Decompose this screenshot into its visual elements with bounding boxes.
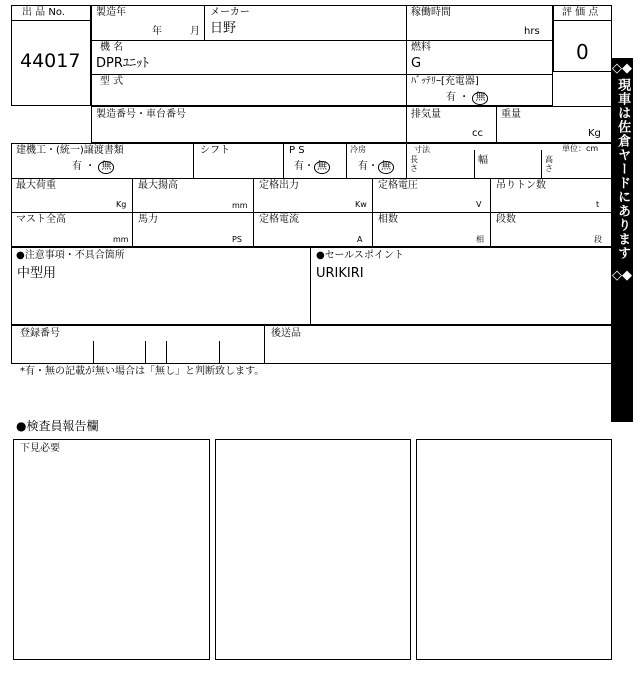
inspection-col-3 <box>416 439 612 660</box>
transfer-yes: 有 ・ <box>72 161 96 172</box>
caution: 中型用 <box>17 266 57 281</box>
max-lift-label: 最大揚高 <box>138 180 178 191</box>
ac-yes: 有・ <box>358 161 378 172</box>
inspection-col-1-text: 下見必要 <box>20 443 60 454</box>
battery-no-circled: 無 <box>472 92 488 105</box>
phase-unit: 相 <box>476 235 484 244</box>
year-unit-m: 月 <box>190 26 200 37</box>
lot-no: 44017 <box>20 50 81 72</box>
rated-current-label: 定格電流 <box>259 214 299 225</box>
stages-label: 段数 <box>496 214 516 225</box>
lifting-tons-unit: t <box>596 200 600 209</box>
rating: 0 <box>576 40 589 64</box>
footnote: *有・無の記載が無い場合は「無し」と判断致します。 <box>20 366 265 377</box>
rated-output-unit: Kw <box>355 200 367 209</box>
banner-text: 現車は佐倉ヤードにあります <box>615 78 631 261</box>
weight-label: 重量 <box>501 109 521 120</box>
type-label: 型 式 <box>100 76 124 87</box>
hours-unit: hrs <box>524 26 540 37</box>
width-label: 幅 <box>478 155 488 166</box>
inspection-col-1 <box>13 439 210 660</box>
horsepower-unit: PS <box>232 235 242 244</box>
model-label: 機 名 <box>100 42 124 53</box>
max-load-label: 最大荷重 <box>16 180 56 191</box>
displacement-label: 排気量 <box>411 109 441 120</box>
reg-label: 登録番号 <box>20 328 60 339</box>
fuel-label: 燃料 <box>411 42 431 53</box>
ac-choice <box>358 161 394 174</box>
model: DPRﾕﾆｯﾄ <box>96 56 149 71</box>
inspection-title: ●検査員報告欄 <box>16 419 99 433</box>
rated-voltage-label: 定格電圧 <box>378 180 418 191</box>
weight-unit: Kg <box>588 128 601 139</box>
banner-bottom-diamonds: ◇◆ <box>612 267 632 283</box>
transfer-label: 建機工・(統一)譲渡書類 <box>16 145 124 156</box>
hours-label: 稼働時間 <box>411 7 451 18</box>
shift-label: シフト <box>200 145 230 156</box>
horsepower-label: 馬力 <box>138 214 158 225</box>
specs-table <box>11 143 612 247</box>
fuel: G <box>411 56 422 71</box>
max-lift-unit: mm <box>232 201 248 210</box>
header-box <box>91 5 553 106</box>
stages-unit: 段 <box>594 235 602 244</box>
phase-label: 相数 <box>378 214 398 225</box>
lot-no-label: 出 品 No. <box>22 7 65 18</box>
dim-unit: 単位：cm <box>562 144 599 153</box>
banner-top-diamonds: ◇◆ <box>612 61 632 76</box>
sales-label: ●セールスポイント <box>316 250 404 261</box>
battery-yes: 有 ・ <box>446 92 470 103</box>
location-banner <box>611 58 633 422</box>
rated-output-label: 定格出力 <box>259 180 299 191</box>
battery-choice <box>446 92 488 105</box>
height-label: 高さ <box>545 155 553 173</box>
year-label: 製造年 <box>96 7 126 18</box>
max-load-unit: Kg <box>116 200 127 209</box>
ac-no-circled: 無 <box>378 161 394 174</box>
sales: URIKIRI <box>316 266 364 281</box>
maker: 日野 <box>210 21 237 36</box>
ps-yes: 有・ <box>294 161 314 172</box>
dim-label: 寸法 <box>414 145 430 154</box>
battery-label: ﾊﾞｯﾃﾘｰ[充電器] <box>411 76 479 87</box>
rated-current-unit: A <box>357 235 363 244</box>
ps-no-circled: 無 <box>314 161 330 174</box>
maker-label: メーカー <box>210 7 250 18</box>
transfer-choice <box>72 161 114 174</box>
ac-label: 冷房 <box>350 145 366 154</box>
registration-box <box>11 325 612 364</box>
lifting-tons-label: 吊りトン数 <box>496 180 546 191</box>
length-label: 長さ <box>410 155 418 173</box>
transfer-no-circled: 無 <box>98 161 114 174</box>
mast-height-unit: mm <box>113 235 129 244</box>
rated-voltage-unit: V <box>476 200 482 209</box>
ps-label: P S <box>289 145 305 156</box>
caution-label: ●注意事項・不具合箇所 <box>16 250 125 261</box>
inspection-col-2 <box>215 439 411 660</box>
year-unit-y: 年 <box>152 26 162 37</box>
ps-choice <box>294 161 330 174</box>
shipping-label: 後送品 <box>271 328 301 339</box>
displacement-unit: cc <box>472 128 483 139</box>
serial-label: 製造番号・車台番号 <box>96 109 186 120</box>
rating-label: 評 価 点 <box>562 7 599 18</box>
mast-height-label: マスト全高 <box>16 214 66 225</box>
